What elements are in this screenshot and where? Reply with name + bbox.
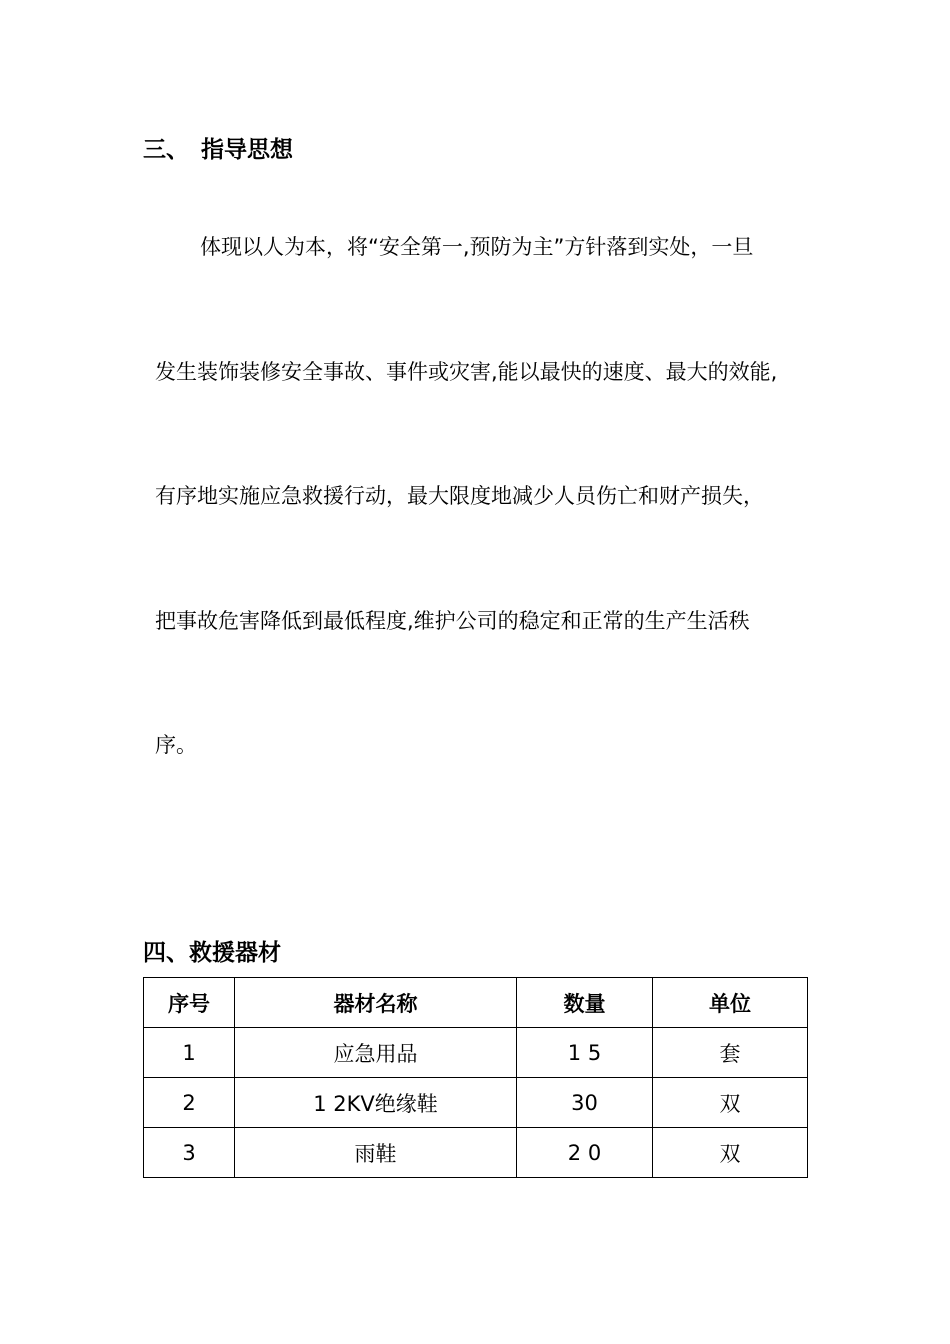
- table-row: [144, 1128, 808, 1178]
- section-3-title: 指导思想: [201, 137, 293, 163]
- cell-unit: 套: [653, 1028, 808, 1078]
- cell-unit: 双: [653, 1078, 808, 1128]
- section-3-heading: [143, 139, 293, 162]
- section-4-heading: 四、救援器材: [143, 940, 281, 966]
- header-equipment-name: 器材名称: [235, 978, 517, 1028]
- cell-equipment-name: 雨鞋: [235, 1128, 517, 1178]
- cell-index: 1: [144, 1028, 235, 1078]
- table-row: [144, 1078, 808, 1128]
- table-header-row: [144, 978, 808, 1028]
- equipment-table: [143, 977, 808, 1178]
- paragraph-line-3: 有序地实施应急救援行动，最大限度地减少人员伤亡和财产损失，: [155, 484, 764, 508]
- cell-index: 3: [144, 1128, 235, 1178]
- paragraph-line-5: 序。: [155, 733, 197, 757]
- cell-index: 2: [144, 1078, 235, 1128]
- cell-quantity: 1 5: [517, 1028, 653, 1078]
- header-quantity: 数量: [517, 978, 653, 1028]
- paragraph-line-2: 发生装饰装修安全事故、事件或灾害,能以最快的速度、最大的效能,: [155, 360, 778, 384]
- cell-quantity: 2 0: [517, 1128, 653, 1178]
- paragraph-line-4: 把事故危害降低到最低程度,维护公司的稳定和正常的生产生活秩: [155, 609, 750, 633]
- section-3-number: 三、: [143, 137, 189, 163]
- cell-equipment-name: 应急用品: [235, 1028, 517, 1078]
- table-row: [144, 1028, 808, 1078]
- header-unit: 单位: [653, 978, 808, 1028]
- cell-unit: 双: [653, 1128, 808, 1178]
- paragraph-line-1: 体现以人为本，将“安全第一,预防为主”方针落到实处，一旦: [200, 235, 754, 259]
- header-index: 序号: [144, 978, 235, 1028]
- cell-equipment-name: 1 2KV绝缘鞋: [235, 1078, 517, 1128]
- cell-quantity: 30: [517, 1078, 653, 1128]
